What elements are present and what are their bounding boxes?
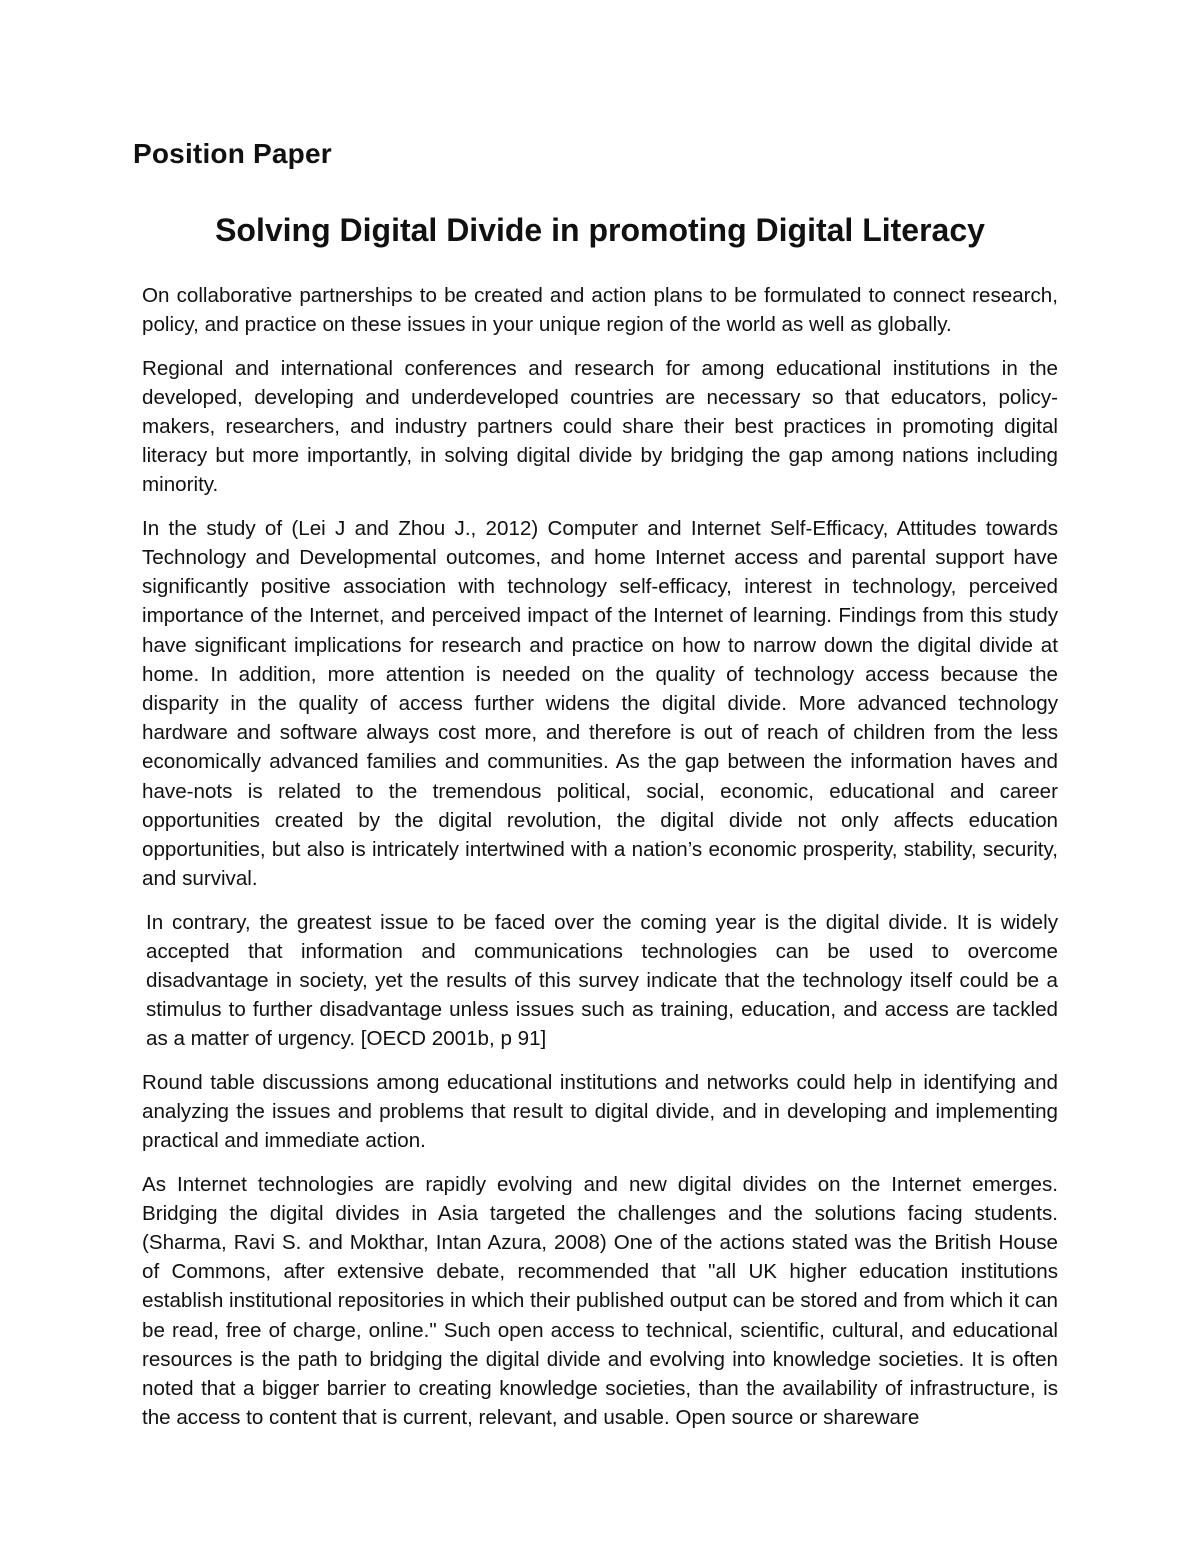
paragraph-oecd-quote: In contrary, the greatest issue to be faced over the coming year is the digital divide. It is widely accepted that information and communications technologies can be used to overcome disadvantage in society, yet the results of this survey indicate that the technology itself could be a stimulus to further disadvantage unless issues such as training, education, and access are tackled as a matter of urgency. [OECD 2001b, p 91]	[146, 910, 1058, 1051]
paragraph-partnerships: On collaborative partnerships to be created and action plans to be formulated to connect research, policy, and practice on these issues in your unique region of the world as well as globally.	[142, 284, 1058, 337]
document-type-label: Position Paper	[133, 138, 332, 169]
paragraph-lei-zhou-study: In the study of (Lei J and Zhou J., 2012) Computer and Internet Self-Efficacy, Attitudes towards Technology and Developmental outcomes, and home Internet access and parental support have significantly positive association with technology self-efficacy, interest in technology, perceived importance of the Internet, and perceived impact of the Internet of learning. Findings from this study have significant implications for research and practice on how to narrow down the digital divide at home. In addition, more attention is needed on the quality of technology access because the disparity in the quality of access further widens the digital divide. More advanced technology hardware and software always cost more, and therefore is out of reach of children from the less economically advanced families and communities. As the gap between the information haves and have-nots is related to the tremendous political, social, economic, educational and career opportunities created by the digital revolution, the digital divide not only affects education opportunities, but also is intricately intertwined with a nation’s economic prosperity, stability, security, and survival.	[142, 516, 1058, 891]
paragraph-internet-technologies: As Internet technologies are rapidly evolving and new digital divides on the Internet emerges. Bridging the digital divides in Asia targeted the challenges and the solutions facing students. (Sharma, Ravi S. and Mokthar, Intan Azura, 2008) One of the actions stated was the British House of Commons, after extensive debate, recommended that "all UK higher education institutions establish institutional repositories in which their published output can be stored and from which it can be read, free of charge, online." Such open access to technical, scientific, cultural, and educational resources is the path to bridging the digital divide and evolving into knowledge societies. It is often noted that a bigger barrier to creating knowledge societies, than the availability of infrastructure, is the access to content that is current, relevant, and usable. Open source or shareware	[142, 1172, 1058, 1430]
paragraph-round-table: Round table discussions among educational institutions and networks could help in identifying and analyzing the issues and problems that result to digital divide, and in developing and implementing practical and immediate action.	[142, 1070, 1058, 1153]
document-title: Solving Digital Divide in promoting Digital Literacy	[215, 212, 985, 248]
document-body	[142, 281, 1058, 1447]
paragraph-conferences: Regional and international conferences and research for among educational institutions in the developed, developing and underdeveloped countries are necessary so that educators, policy- makers, researchers, and industry partners could share their best practices in promoting digital literacy but more importantly, in solving digital divide by bridging the gap among nations including minority.	[142, 356, 1058, 497]
